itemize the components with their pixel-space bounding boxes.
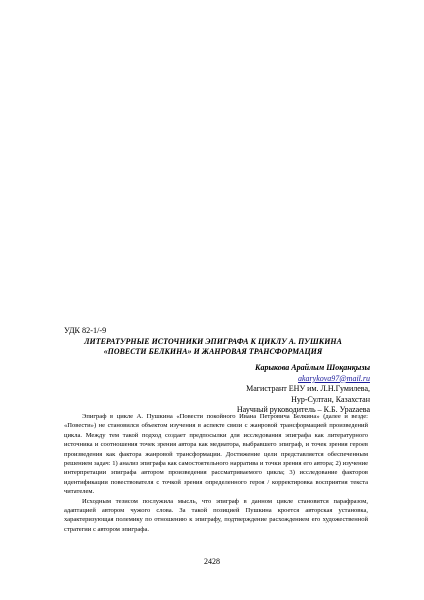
author-position: Магистрант ЕНУ им. Л.Н.Гумилева, (246, 384, 370, 393)
scientific-supervisor: Научный руководитель – К.Б. Урazаева (236, 405, 370, 414)
body-paragraph-2: Исходным тезисом послужила мысль, что эпиграф в данном цикле становится парафразом, адаптацией автором чужого слова. За такой позицией Пушкина кроется авторская установка, характеризующая полемику по отношению к эпиграфу, подтверждение расхождением его художественной стратегии с автором эпиграфа. (64, 497, 368, 533)
author-city: Нур-Султан, Казахстан (291, 394, 370, 404)
author-name: Карыкова Арайлым Шоқанқызы (255, 363, 370, 372)
body-paragraph-1: Эпиграф в цикле А. Пушкина «Повести покойного Ивана Петровича Белкина» (далее и везде: «Повести») не становился объектом изучения в аспекте связи с жанровой трансформацией произведений цикла. Между тем такой подход создает предпосылки для исследования эпиграфа как литературного источника и соотношения точек зрения автора как медиатора, выбравшего эпиграф, и точек зрения героев произведения как фактора жанровой трансформации. Достижение цели представляется обеспеченным решением задач: 1) анализ эпиграфа как самостоятельного нарратива и точки зрения его автора; 2) изучение интерпретации эпиграфа автором произведения рассматриваемого цикла; 3) исследование факторов идентификации повествователя с точкой зрения определенного героя / корректировка восприятия текста читателем. (64, 413, 368, 496)
author-block (120, 363, 370, 416)
author-email-link[interactable]: akarykova97@mail.ru (297, 373, 370, 383)
udk-code: УДК 82-1/-9 (64, 326, 107, 335)
article-body (64, 412, 368, 534)
article-title-line-1: ЛИТЕРАТУРНЫЕ ИСТОЧНИКИ ЭПИГРАФА К ЦИКЛУ А. ПУШКИНА (84, 337, 342, 346)
article-title-line-2: «ПОВЕСТИ БЕЛКИНА» И ЖАНРОВАЯ ТРАНСФОРМАЦИЯ (103, 347, 323, 357)
article-title (58, 337, 368, 358)
page-number: 2428 (204, 557, 220, 566)
